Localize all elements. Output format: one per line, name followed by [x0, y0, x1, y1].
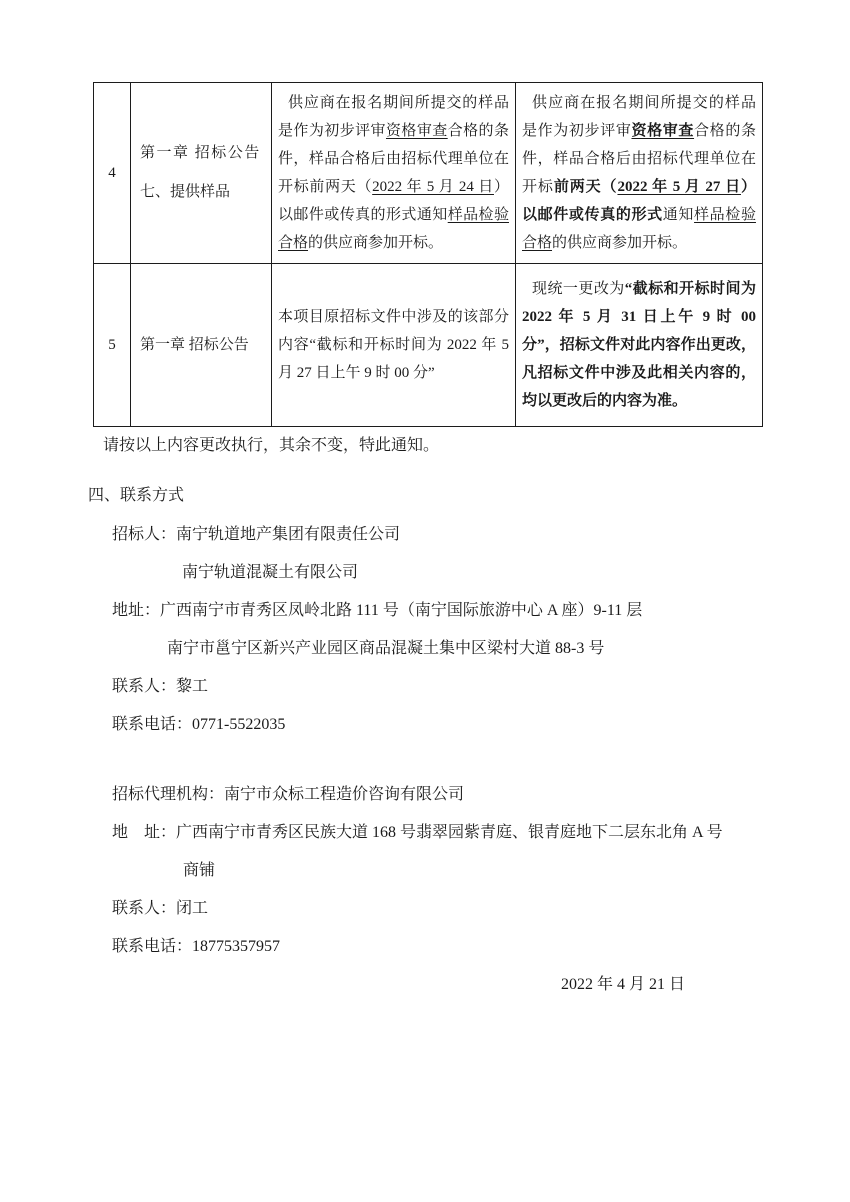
table-row: [94, 264, 763, 427]
chapter-cell: [131, 83, 272, 264]
tenderer-address-line: 地址：广西南宁市青秀区凤岭北路 111 号（南宁国际旅游中心 A 座）9-11 层: [112, 602, 643, 619]
tenderer-line: 招标人：南宁轨道地产集团有限责任公司: [112, 526, 401, 543]
section-heading: 四、联系方式: [88, 487, 185, 504]
original-content-text: 本项目原招标文件中涉及的该部分内容“截标和开标时间为 2022 年 5 月 27 日上午 9 时 00 分”: [278, 309, 509, 381]
contact-list: [88, 516, 762, 966]
doc-date: 2022 年 4 月 21 日: [560, 976, 685, 993]
agency-line: 招标代理机构：南宁市众标工程造价咨询有限公司: [112, 786, 465, 803]
agency-phone: 联系电话：18775357957: [112, 938, 281, 955]
changed-content-cell: [516, 264, 763, 427]
original-content-cell: [272, 83, 516, 264]
change-table: [93, 82, 763, 427]
row-number: 4: [108, 165, 116, 181]
table-row: [94, 83, 763, 264]
tenderer-contact-person: 联系人：黎工: [112, 678, 209, 695]
seq-cell: [94, 83, 131, 264]
changed-content-text: 现统一更改为“截标和开标时间为 2022 年 5 月 31 日上午 9 时 00 分”，招标文件对此内容作出更改，凡招标文件中涉及此相关内容的，均以更改后的内容为准。: [522, 281, 756, 409]
tenderer-phone: 联系电话：0771-5522035: [112, 716, 286, 733]
notice-line: 请按以上内容更改执行，其余不变，特此通知。: [103, 437, 440, 454]
chapter-cell: [131, 264, 272, 427]
chapter-line: 七、提供样品: [140, 184, 231, 200]
agency-address-line-2: 商铺: [183, 862, 216, 879]
tenderer-address-line-2: 南宁市邕宁区新兴产业园区商品混凝土集中区梁村大道 88-3 号: [167, 640, 605, 657]
original-content-cell: [272, 264, 516, 427]
row-number: 5: [108, 337, 116, 353]
chapter-line: 第一章 招标公告: [140, 145, 261, 161]
original-content-text: 供应商在报名期间所提交的样品是作为初步评审资格审查合格的条件，样品合格后由招标代理单位在开标前两天（2022 年 5 月 24 日）以邮件或传真的形式通知样品检验合格的供应商参加开标。: [278, 95, 509, 251]
changed-content-text: 供应商在报名期间所提交的样品是作为初步评审资格审查合格的条件，样品合格后由招标代理单位在开标前两天（2022 年 5 月 27 日）以邮件或传真的形式通知样品检验合格的供应商参加开标。: [522, 95, 756, 251]
chapter-line: 第一章 招标公告: [140, 336, 249, 353]
agency-address-line: 地 址：广西南宁市青秀区民族大道 168 号翡翠园紫青庭、银青庭地下二层东北角 A 号: [112, 824, 723, 841]
seq-cell: [94, 264, 131, 427]
agency-contact-person: 联系人：闭工: [112, 900, 209, 917]
changed-content-cell: [516, 83, 763, 264]
tenderer-line-2: 南宁轨道混凝土有限公司: [182, 564, 359, 581]
